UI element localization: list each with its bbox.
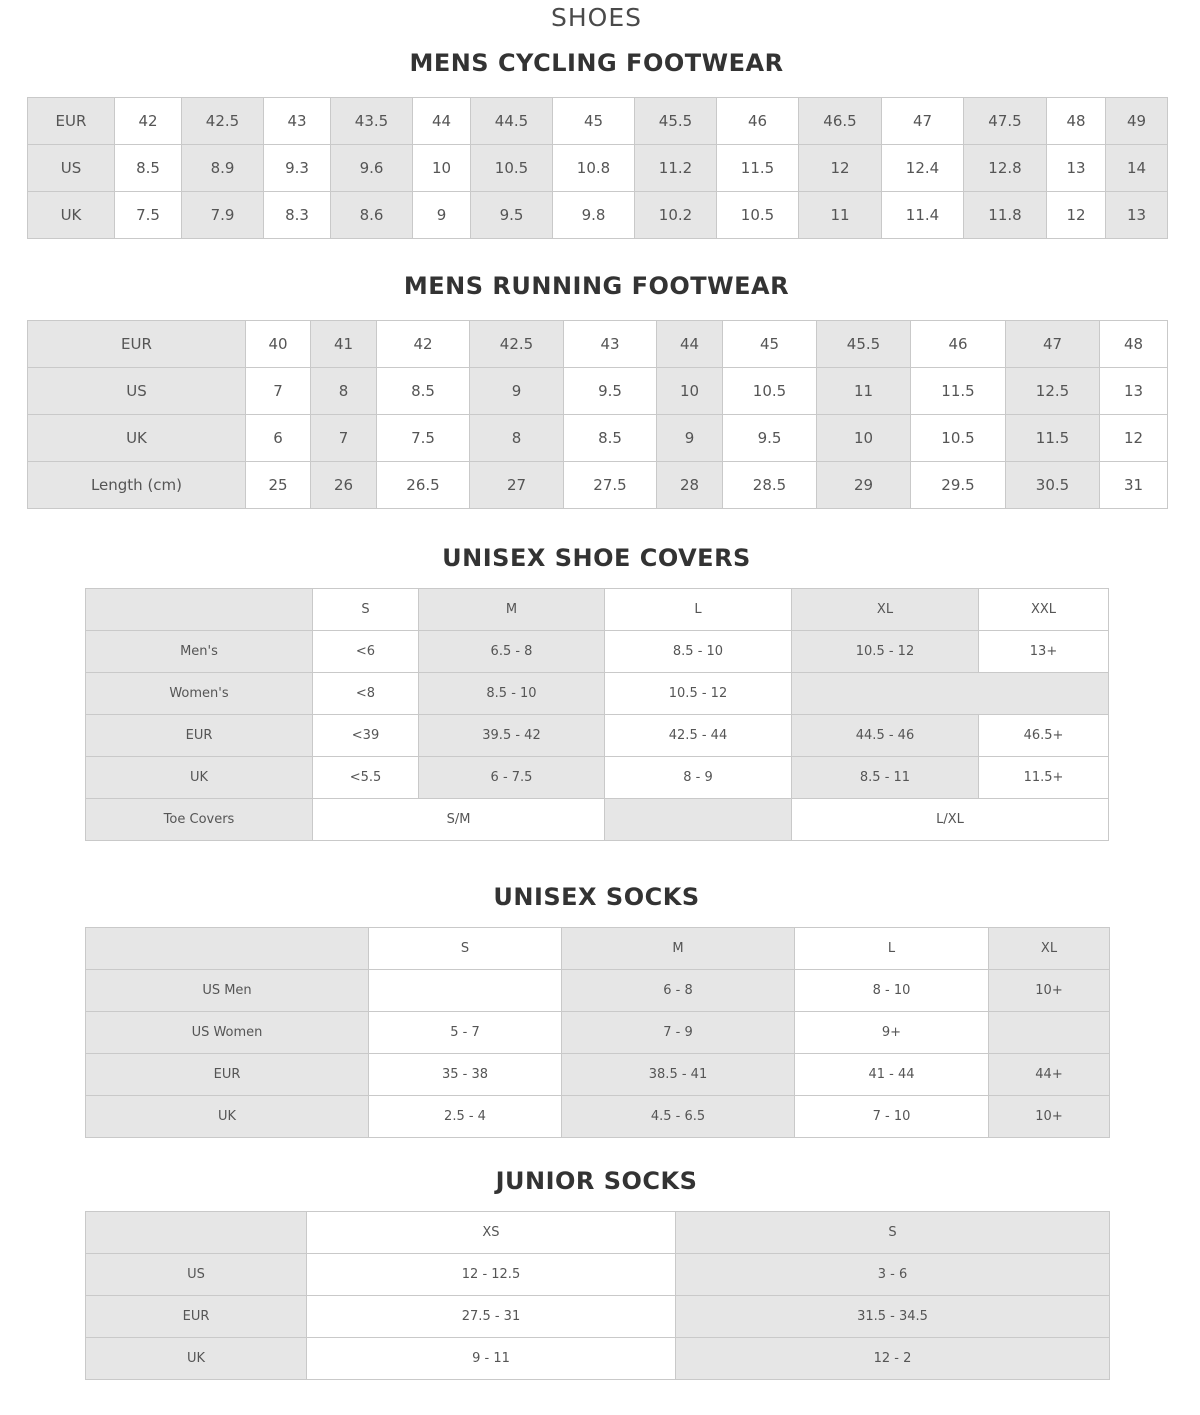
cycling-row [28, 98, 1168, 145]
table-cell: 6.5 - 8 [419, 631, 605, 673]
running-row [28, 462, 1168, 509]
running-section-title: MENS RUNNING FOOTWEAR [403, 272, 790, 300]
table-cell: 7 - 9 [562, 1012, 795, 1054]
table-cell: 11.8 [964, 192, 1047, 239]
table-cell: 13 [1100, 368, 1168, 415]
table-cell: 42.5 [470, 321, 564, 368]
table-cell: 8.5 [115, 145, 182, 192]
running-row [28, 368, 1168, 415]
table-cell: 4.5 - 6.5 [562, 1096, 795, 1138]
table-cell: 9+ [795, 1012, 989, 1054]
table-cell: 31.5 - 34.5 [676, 1296, 1110, 1338]
table-cell: 12 [799, 145, 882, 192]
unisex-socks-header-cell: L [795, 928, 989, 970]
table-cell: 46 [911, 321, 1006, 368]
table-cell: <39 [313, 715, 419, 757]
table-cell: 44+ [989, 1054, 1110, 1096]
table-cell: 27.5 - 31 [307, 1296, 676, 1338]
table-cell: 35 - 38 [369, 1054, 562, 1096]
table-cell: 39.5 - 42 [419, 715, 605, 757]
table-cell: 8.5 - 10 [605, 631, 792, 673]
table-cell: 8.3 [264, 192, 331, 239]
running-size-table [27, 320, 1168, 509]
running-row [28, 415, 1168, 462]
table-cell: 9.5 [564, 368, 657, 415]
shoe-covers-row-label: UK [86, 757, 313, 799]
table-cell: 48 [1100, 321, 1168, 368]
shoe-covers-header-l: L [605, 589, 792, 631]
junior-socks-header-cell: XS [307, 1212, 676, 1254]
table-cell: 44.5 - 46 [792, 715, 979, 757]
table-cell: 8 - 10 [795, 970, 989, 1012]
table-cell: 9.8 [553, 192, 635, 239]
table-cell: 10 [413, 145, 471, 192]
page-title: SHOES [550, 3, 642, 32]
table-cell: 9 [413, 192, 471, 239]
table-cell: 45 [723, 321, 817, 368]
table-cell: 10 [657, 368, 723, 415]
table-cell: 44.5 [471, 98, 553, 145]
table-cell: 46.5+ [979, 715, 1109, 757]
junior-socks-row [86, 1254, 1110, 1296]
table-cell: 38.5 - 41 [562, 1054, 795, 1096]
table-cell: 44 [657, 321, 723, 368]
table-cell: 11.4 [882, 192, 964, 239]
table-cell [989, 1012, 1110, 1054]
junior-socks-row [86, 1338, 1110, 1380]
table-cell: 7 [311, 415, 377, 462]
table-cell: 8 - 9 [605, 757, 792, 799]
shoe-covers-row-label: Men's [86, 631, 313, 673]
toe-covers-small: S/M [313, 799, 605, 841]
cycling-row-label: US [28, 145, 115, 192]
cycling-row [28, 192, 1168, 239]
table-cell: 26.5 [377, 462, 470, 509]
table-cell: 9 [657, 415, 723, 462]
junior-socks-size-table [85, 1211, 1110, 1380]
table-cell: 8.6 [331, 192, 413, 239]
table-cell: 42.5 - 44 [605, 715, 792, 757]
table-cell: 12 - 2 [676, 1338, 1110, 1380]
table-cell: 9.6 [331, 145, 413, 192]
table-cell: 47.5 [964, 98, 1047, 145]
table-cell: 28.5 [723, 462, 817, 509]
cycling-section-title: MENS CYCLING FOOTWEAR [409, 49, 784, 77]
table-cell: 11.5+ [979, 757, 1109, 799]
table-cell: 43 [264, 98, 331, 145]
running-row-label: US [28, 368, 246, 415]
table-cell: 10.2 [635, 192, 717, 239]
table-cell: 27.5 [564, 462, 657, 509]
table-cell: 29.5 [911, 462, 1006, 509]
table-cell: 3 - 6 [676, 1254, 1110, 1296]
table-cell: 30.5 [1006, 462, 1100, 509]
unisex-socks-section-title: UNISEX SOCKS [493, 883, 700, 911]
table-cell: 31 [1100, 462, 1168, 509]
unisex-socks-header-cell: XL [989, 928, 1110, 970]
table-cell: 10.5 [911, 415, 1006, 462]
table-cell: 12 [1100, 415, 1168, 462]
table-cell: 12.4 [882, 145, 964, 192]
unisex-socks-row-label: US Women [86, 1012, 369, 1054]
cycling-row [28, 145, 1168, 192]
table-cell: 45.5 [635, 98, 717, 145]
table-cell: 7 [246, 368, 311, 415]
table-cell: 47 [882, 98, 964, 145]
unisex-socks-row [86, 970, 1110, 1012]
table-cell: 9.5 [471, 192, 553, 239]
table-cell: <6 [313, 631, 419, 673]
table-cell: 8.5 [377, 368, 470, 415]
unisex-socks-header-cell: S [369, 928, 562, 970]
unisex-socks-row-label: US Men [86, 970, 369, 1012]
junior-socks-row-label: UK [86, 1338, 307, 1380]
table-cell: 45.5 [817, 321, 911, 368]
table-cell: 25 [246, 462, 311, 509]
unisex-socks-header-row [86, 928, 1110, 970]
junior-socks-section-title: JUNIOR SOCKS [495, 1167, 698, 1195]
table-cell: 45 [553, 98, 635, 145]
table-cell: 12 - 12.5 [307, 1254, 676, 1296]
table-cell: 13+ [979, 631, 1109, 673]
table-cell: 42 [377, 321, 470, 368]
table-cell: 10 [817, 415, 911, 462]
table-cell: 40 [246, 321, 311, 368]
shoe-covers-header-xl: XL [792, 589, 979, 631]
unisex-socks-row [86, 1054, 1110, 1096]
junior-socks-row [86, 1296, 1110, 1338]
table-cell: 41 - 44 [795, 1054, 989, 1096]
running-row-label: EUR [28, 321, 246, 368]
cycling-row-label: UK [28, 192, 115, 239]
table-cell: 43 [564, 321, 657, 368]
unisex-socks-row-label: UK [86, 1096, 369, 1138]
unisex-socks-row-label: EUR [86, 1054, 369, 1096]
table-cell: 26 [311, 462, 377, 509]
table-cell: 11.5 [717, 145, 799, 192]
shoe-covers-row-label: EUR [86, 715, 313, 757]
shoe-covers-section-title: UNISEX SHOE COVERS [442, 544, 751, 572]
table-cell: 8.5 - 10 [419, 673, 605, 715]
table-cell: 9 [470, 368, 564, 415]
table-cell: 11 [799, 192, 882, 239]
table-cell: 28 [657, 462, 723, 509]
shoe-covers-header-m: M [419, 589, 605, 631]
table-cell: 9.5 [723, 415, 817, 462]
shoe-covers-header-xxl: XXL [979, 589, 1109, 631]
table-cell: 12.8 [964, 145, 1047, 192]
table-cell: 11 [817, 368, 911, 415]
unisex-socks-header-cell [86, 928, 369, 970]
table-cell: <8 [313, 673, 419, 715]
shoe-covers-header-blank [86, 589, 313, 631]
unisex-socks-header-cell: M [562, 928, 795, 970]
table-cell: 10+ [989, 1096, 1110, 1138]
table-cell: 2.5 - 4 [369, 1096, 562, 1138]
running-row-label: UK [28, 415, 246, 462]
junior-socks-row-label: EUR [86, 1296, 307, 1338]
junior-socks-header-cell [86, 1212, 307, 1254]
running-row-label: Length (cm) [28, 462, 246, 509]
table-cell: 7.5 [377, 415, 470, 462]
table-cell: 48 [1047, 98, 1106, 145]
table-cell: <5.5 [313, 757, 419, 799]
table-cell: 11.5 [911, 368, 1006, 415]
toe-covers-gap [605, 799, 792, 841]
toe-covers-large: L/XL [792, 799, 1109, 841]
cycling-size-table [27, 97, 1168, 239]
table-cell: 42 [115, 98, 182, 145]
junior-socks-header-cell: S [676, 1212, 1110, 1254]
table-cell: 8.5 - 11 [792, 757, 979, 799]
table-cell: 27 [470, 462, 564, 509]
table-cell: 8 [470, 415, 564, 462]
table-cell: 44 [413, 98, 471, 145]
table-cell: 6 - 8 [562, 970, 795, 1012]
table-cell: 10.5 [717, 192, 799, 239]
table-cell: 12 [1047, 192, 1106, 239]
table-cell: 6 - 7.5 [419, 757, 605, 799]
shoe-covers-size-table [85, 588, 1109, 841]
junior-socks-header-row [86, 1212, 1110, 1254]
shoe-covers-row-label: Women's [86, 673, 313, 715]
junior-socks-row-label: US [86, 1254, 307, 1296]
table-cell: 43.5 [331, 98, 413, 145]
table-cell: 14 [1106, 145, 1168, 192]
table-cell: 9 - 11 [307, 1338, 676, 1380]
shoe-covers-header-s: S [313, 589, 419, 631]
toe-covers-label: Toe Covers [86, 799, 313, 841]
table-cell: 12.5 [1006, 368, 1100, 415]
unisex-socks-row [86, 1096, 1110, 1138]
table-cell: 49 [1106, 98, 1168, 145]
table-cell: 41 [311, 321, 377, 368]
table-cell: 42.5 [182, 98, 264, 145]
table-cell: 47 [1006, 321, 1100, 368]
table-cell: 8.5 [564, 415, 657, 462]
table-cell: 10.5 - 12 [792, 631, 979, 673]
table-cell: 13 [1047, 145, 1106, 192]
cycling-row-label: EUR [28, 98, 115, 145]
table-cell: 7 - 10 [795, 1096, 989, 1138]
table-cell: 10+ [989, 970, 1110, 1012]
table-cell-empty [792, 673, 1109, 715]
table-cell: 13 [1106, 192, 1168, 239]
table-cell: 11.5 [1006, 415, 1100, 462]
unisex-socks-row [86, 1012, 1110, 1054]
table-cell: 11.2 [635, 145, 717, 192]
table-cell: 7.5 [115, 192, 182, 239]
table-cell: 8 [311, 368, 377, 415]
table-cell: 46 [717, 98, 799, 145]
table-cell [369, 970, 562, 1012]
table-cell: 10.5 [471, 145, 553, 192]
table-cell: 10.5 - 12 [605, 673, 792, 715]
table-cell: 46.5 [799, 98, 882, 145]
table-cell: 9.3 [264, 145, 331, 192]
table-cell: 6 [246, 415, 311, 462]
table-cell: 29 [817, 462, 911, 509]
table-cell: 10.5 [723, 368, 817, 415]
unisex-socks-size-table [85, 927, 1110, 1138]
table-cell: 7.9 [182, 192, 264, 239]
table-cell: 5 - 7 [369, 1012, 562, 1054]
table-cell: 10.8 [553, 145, 635, 192]
running-row [28, 321, 1168, 368]
table-cell: 8.9 [182, 145, 264, 192]
